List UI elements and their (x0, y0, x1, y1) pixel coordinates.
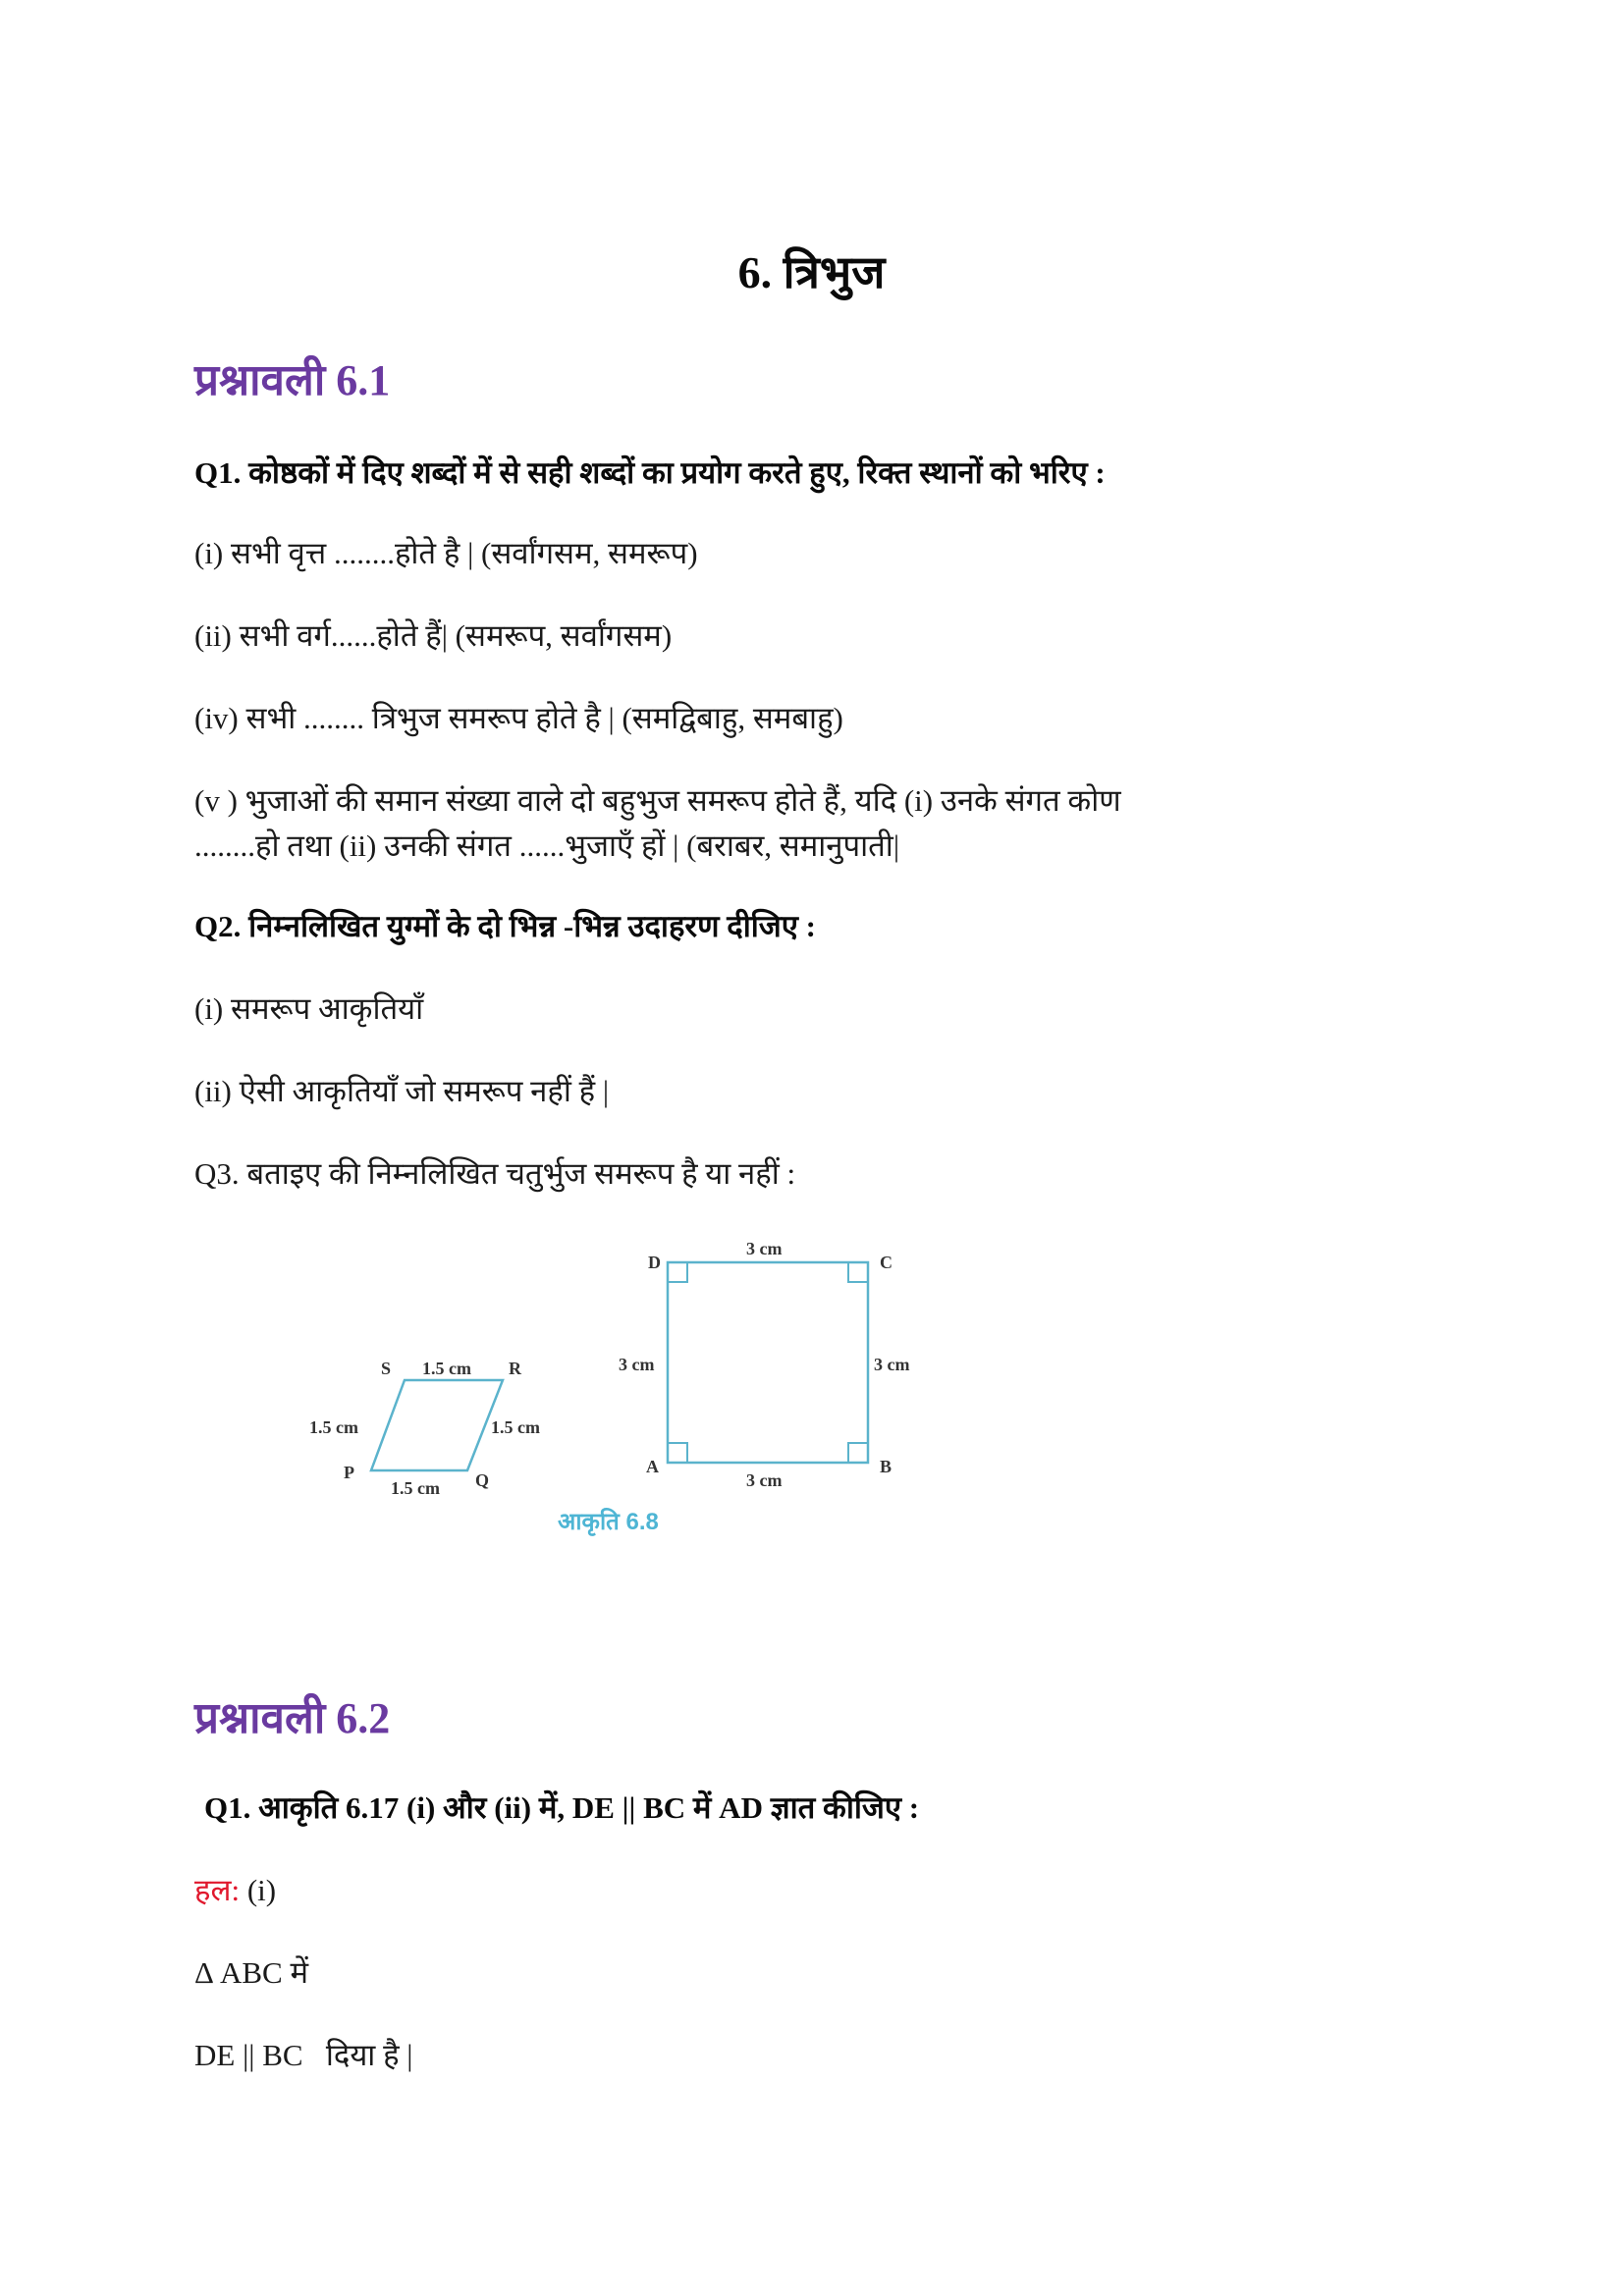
vertex-r: R (509, 1359, 521, 1378)
rhombus-side-right: 1.5 cm (491, 1417, 540, 1437)
question-1-text: Q1. कोष्ठकों में दिए शब्दों में से सही शब्दों का प्रयोग करते हुए, रिक्त स्थानों को भरिए : (194, 455, 1106, 490)
solution-line-2: DE || BC दिया है | (194, 2038, 413, 2072)
vertex-q: Q (475, 1470, 490, 1490)
exercise-heading-6-1: प्रश्नावली 6.1 (194, 356, 391, 404)
exercise-6-2-question-1-text: Q1. आकृति 6.17 (i) और (ii) में, DE || BC में AD ज्ञात कीजिए : (204, 1790, 920, 1825)
square-side-left: 3 cm (619, 1355, 655, 1374)
vertex-a: A (646, 1457, 659, 1476)
solution-part: (i) (246, 1873, 277, 1907)
vertex-p: P (344, 1463, 354, 1482)
square-side-bottom: 3 cm (746, 1470, 783, 1490)
chapter-title: 6. त्रिभुज (737, 247, 886, 297)
solution-line-1: Δ ABC में (194, 1955, 309, 1990)
q1-item-iv: (iv) सभी ........ त्रिभुज समरूप होते है | (समद्विबाहु, समबाहु) (194, 701, 843, 735)
vertex-s: S (381, 1359, 392, 1378)
rhombus-side-bottom: 1.5 cm (391, 1478, 440, 1498)
solution-header (194, 1869, 276, 1910)
figure-6-8 (295, 1227, 962, 1551)
q1-item-i: (i) सभी वृत्त ........होते है | (सर्वांगसम, समरूप) (194, 536, 698, 570)
question-3-text: Q3. बताइए की निम्नलिखित चतुर्भुज समरूप है या नहीं : (194, 1156, 796, 1191)
q2-item-ii: (ii) ऐसी आकृतियाँ जो समरूप नहीं हैं | (194, 1074, 610, 1108)
figure-caption: आकृति 6.8 (558, 1509, 659, 1535)
question-2-text: Q2. निम्नलिखित युग्मों के दो भिन्न -भिन्न उदाहरण दीजिए : (194, 909, 816, 943)
square-side-right: 3 cm (874, 1355, 910, 1374)
rhombus-side-left: 1.5 cm (309, 1417, 358, 1437)
rhombus-pqrs (309, 1359, 540, 1498)
vertex-c: C (880, 1253, 893, 1272)
vertex-b: B (880, 1457, 893, 1476)
solution-label: हल: (194, 1873, 241, 1907)
exercise-heading-6-2: प्रश्नावली 6.2 (194, 1694, 391, 1742)
q1-item-v-line2: ........हो तथा (ii) उनकी संगत ......भुजाएँ हों | (बराबर, समानुपाती| (194, 828, 900, 863)
vertex-d: D (648, 1253, 661, 1272)
q1-item-v-line1: (v ) भुजाओं की समान संख्या वाले दो बहुभुज समरूप होते हैं, यदि (i) उनके संगत कोण (194, 783, 1121, 818)
q2-item-i: (i) समरूप आकृतियाँ (194, 991, 424, 1026)
square-side-top: 3 cm (746, 1239, 783, 1258)
square-abcd (619, 1239, 909, 1490)
rhombus-side-top: 1.5 cm (422, 1359, 471, 1378)
q1-item-ii: (ii) सभी वर्ग......होते हैं| (समरूप, सर्वांगसम) (194, 618, 673, 653)
